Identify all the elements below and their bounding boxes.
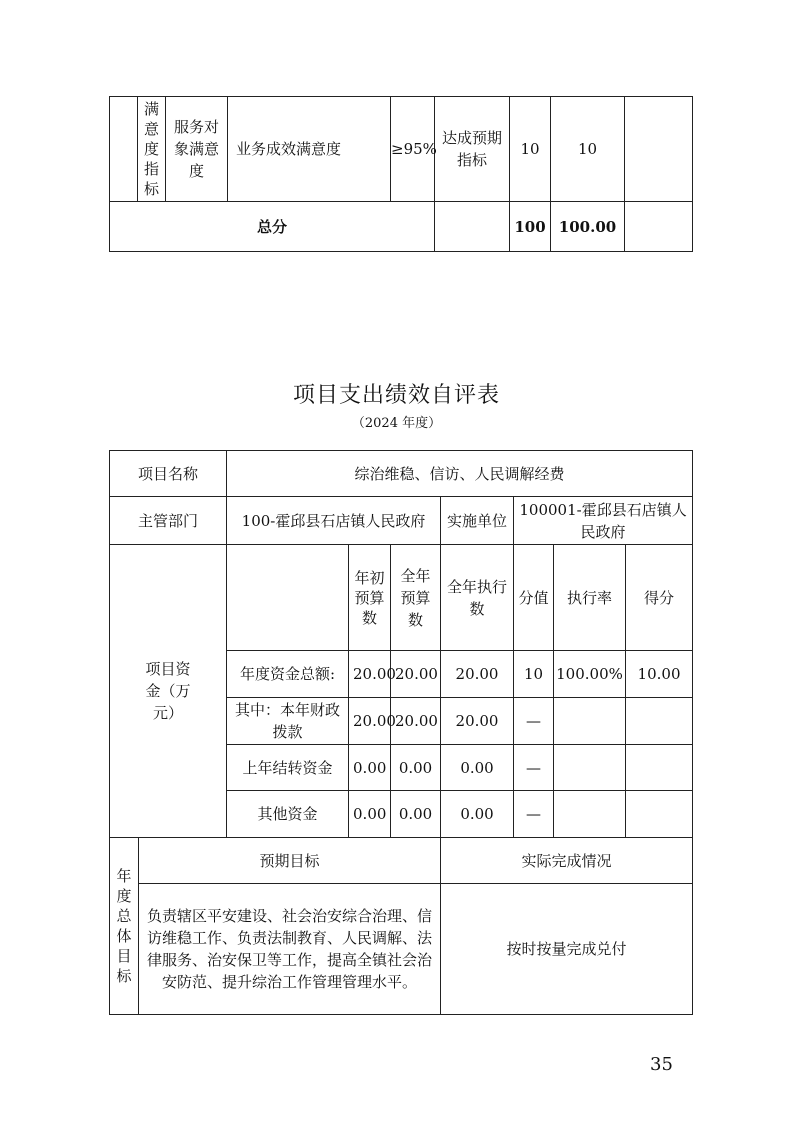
score-cell: [626, 791, 693, 838]
value-cell: —: [514, 698, 554, 745]
project-name-value: 综治维稳、信访、人民调解经费: [227, 451, 693, 497]
blank-cell: [110, 97, 138, 202]
goal-expected-text: 负责辖区平安建设、社会治安综合治理、信访维稳工作、负责法制教育、人民调解、法律服务、治安保卫等工作，提高全镇社会治安防范、提升综治工作管理管理水平。: [139, 884, 441, 1015]
goal-actual-header: 实际完成情况: [441, 838, 693, 884]
impl-label: 实施单位: [441, 497, 514, 545]
rate-cell: [554, 745, 626, 791]
row-label: 上年结转资金: [227, 745, 349, 791]
row-label: 年度资金总额:: [227, 651, 349, 698]
funds-label: 项目资金（万元）: [110, 545, 227, 838]
initial-cell: 20.00: [349, 698, 391, 745]
blank-header: [227, 545, 349, 651]
document-subtitle: （2024 年度）: [351, 416, 442, 431]
score-cell: [626, 698, 693, 745]
rate-cell: [554, 791, 626, 838]
value-cell: —: [514, 791, 554, 838]
exec-cell: 0.00: [441, 791, 514, 838]
project-name-label: 项目名称: [110, 451, 227, 497]
value-cell: —: [514, 745, 554, 791]
target-cell: ≥95%: [391, 97, 435, 202]
annual-cell: 0.00: [391, 745, 441, 791]
exec-cell: 20.00: [441, 651, 514, 698]
score-cell: 10.00: [626, 651, 693, 698]
blank-cell: [435, 202, 510, 252]
row-label: 其他资金: [227, 791, 349, 838]
score-cell: [626, 745, 693, 791]
dept-label: 主管部门: [110, 497, 227, 545]
annual-cell: 0.00: [391, 791, 441, 838]
dept-value: 100-霍邱县石店镇人民政府: [227, 497, 441, 545]
initial-cell: 0.00: [349, 791, 391, 838]
previous-table-fragment: [109, 96, 693, 252]
value-cell: 10: [514, 651, 554, 698]
exec-cell: 0.00: [441, 745, 514, 791]
page-number: 35: [650, 1054, 673, 1075]
initial-cell: 20.00: [349, 651, 391, 698]
exec-rate-header: 执行率: [554, 545, 626, 651]
evaluation-table: [109, 450, 693, 1015]
annual-cell: 20.00: [391, 698, 441, 745]
blank-cell: [625, 97, 693, 202]
weight-cell: 10: [510, 97, 551, 202]
rate-cell: 100.00%: [554, 651, 626, 698]
total-label: 总分: [110, 202, 435, 252]
annual-cell: 20.00: [391, 651, 441, 698]
score-cell: 10: [551, 97, 625, 202]
total-score: 100.00: [551, 202, 625, 252]
subcategory-cell: 服务对象满意度: [166, 97, 228, 202]
goal-expected-header: 预期目标: [139, 838, 441, 884]
actual-cell: 达成预期指标: [435, 97, 510, 202]
initial-budget-header: 年初预算数: [349, 545, 391, 651]
category-cell: 满意度指标: [138, 97, 166, 202]
annual-budget-header: 全年预算数: [391, 545, 441, 651]
blank-cell: [625, 202, 693, 252]
impl-value: 100001-霍邱县石店镇人民政府: [514, 497, 693, 545]
score-header: 得分: [626, 545, 693, 651]
exec-cell: 20.00: [441, 698, 514, 745]
total-weight: 100: [510, 202, 551, 252]
rate-cell: [554, 698, 626, 745]
score-value-header: 分值: [514, 545, 554, 651]
goal-label: 年度总体目标: [110, 838, 139, 1015]
row-label: 其中：本年财政拨款: [227, 698, 349, 745]
document-title: 项目支出绩效自评表: [292, 383, 500, 408]
initial-cell: 0.00: [349, 745, 391, 791]
goal-actual-text: 按时按量完成兑付: [441, 884, 693, 1015]
indicator-cell: 业务成效满意度: [228, 97, 391, 202]
annual-exec-header: 全年执行数: [441, 545, 514, 651]
